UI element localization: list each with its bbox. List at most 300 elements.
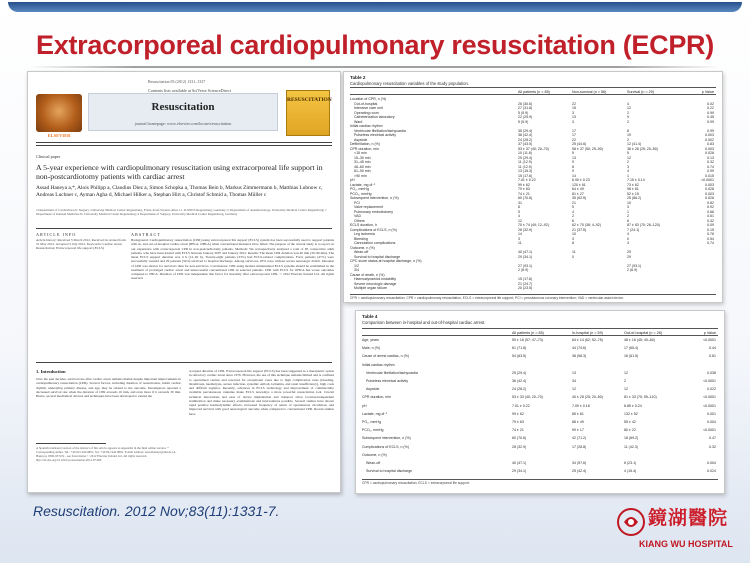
table-cell: 2 <box>572 214 574 218</box>
table-cell: 79 ± 63 <box>518 187 530 191</box>
table-cell: 11 <box>518 241 522 245</box>
table-cell: 3 <box>627 164 629 169</box>
table-cell: 0.22 <box>707 106 714 110</box>
table-cell: 0.74 <box>707 241 714 245</box>
table-cell: 0.003 <box>705 146 714 151</box>
table-cell: 7.15 ± 0.14 <box>627 178 645 182</box>
table-cell: 0.004 <box>707 420 716 424</box>
table-cell: 6.90 ± 0.23 <box>572 178 590 182</box>
table-cell: 6 <box>627 218 629 223</box>
table-cell: 0.003 <box>705 191 714 196</box>
table-cell: Outcome, n (%) <box>350 245 375 250</box>
article-info-heading: ARTICLE INFO <box>36 232 77 237</box>
table-cell: 85 ± 61 <box>572 411 584 416</box>
table-cell: 27 (31.8) <box>518 106 533 110</box>
table-cell: 88 ± 49 <box>572 420 584 424</box>
intro-heading: 1. Introduction <box>36 369 66 374</box>
table-cell: 4 <box>572 209 574 214</box>
table-cell: 15 (17.6) <box>518 277 533 281</box>
table-cell: 19 <box>627 133 631 137</box>
table-cell: 2 <box>627 110 629 115</box>
table-cell: CPR duration, min <box>350 146 379 151</box>
table-cell: 0.15 <box>707 227 714 232</box>
table-cell: 74 ± 21 <box>512 428 524 433</box>
table-cell: Male, n (%) <box>362 346 381 351</box>
info-rule <box>36 228 332 229</box>
abstract-text: Background: Cardiopulmonary resuscitation (CPR) using extracorporeal life support (ECLS) system has been successfully used to support patients with in- and out-of-hospital cardiac arrest (IHCA, OHCA) when conventional measures have failed. The purpose of the current study is to report on our experience with extracorporeal CPR in non-postcardiotomy patients. Methods: We retrospectively analyzed a total of 85 consecutive adult patients, who have been treated with ECLS between January 2007 and January 2012. Results: The mean CPR duration was 40 min (30–90 min). The mean ECLS support duration was 4 h (12–92 h). Twenty-eight patients (33%) had ECLS-related complications. Forty patients (47%) were successfully weaned and 29 patients (34%) survived to hospital discharge. Among survivors, 93% were without severe neurologic deficit. Duration of CPR was shorter for survivors than for non-survivors. Conclusions: CPR using modern miniaturized ECLS systems should be established in the treatment of prolonged cardiac arrest and unsuccessful conventional CPR in selected patients. CPR with ECLS for OHCA has worse outcomes compared to IHCA. Duration of CPR was independent risk factor for mortality after extracorporeal CPR. © 2012 Elsevier Ireland Ltd. All rights reserved. <box>131 238 334 281</box>
table-cell: 0.83 <box>707 142 714 146</box>
hospital-logo <box>608 501 748 561</box>
table-cell: 11 <box>572 250 576 254</box>
table-cell: 29 (34.1) <box>518 254 533 259</box>
table-cell: 0.32 <box>707 160 714 164</box>
table-cell: 3 <box>627 241 629 245</box>
contents-line: Contents lists available at SciVerse ScienceDirect <box>148 88 232 93</box>
table-cell: 13 <box>572 370 576 375</box>
table-cell: 22 <box>572 101 576 106</box>
table-cell: CPC score status at hospital discharge, n (%) <box>350 259 422 263</box>
table-cell: 0.038 <box>707 370 716 375</box>
table-cell: 59 ± 16 (57; 47–73) <box>512 338 543 342</box>
table-cell: 80 ± 22 <box>624 428 636 433</box>
table-cell: 1/2 <box>354 263 359 268</box>
table-cell: 55 ± 42 <box>624 420 636 424</box>
table-cell: 8 <box>572 241 574 245</box>
table-4-header-cell: Out-of-hospital (n = 26) <box>624 331 663 335</box>
table-cell: 11 (42.3) <box>624 444 638 449</box>
article-info: Article history: Received 5 March 2012. Received in revised form 31 May 2012. Accepted 3 July 2012. Keywords: Cardiac arrest; Resuscitation; Extracorporeal life support (ECLS) <box>36 238 126 251</box>
table-cell: 9 <box>627 115 629 119</box>
table-cell: pH <box>362 403 367 408</box>
table-cell: Complications of ECLS, n (%) <box>350 227 397 232</box>
intro-right-column: accepted duration of CPR. Extracorporeal life support (ECLS) has been suggested as a therapeutic option in refractory cardiac arrest since 1976. However, the use of this technique remains limited and is confined to specialized centres and reserved for exceptional cases due to high complication rates (bleeding, thrombosis, haemolysis, severe infection, systemic emboli, ischemia, and renal insufficiency), high costs and difficult logistics. Recently, advances in ECLS technology and improvement of commercially available percutaneous cannulae make ECLS nowadays a more powerful resuscitation tool. Crucial technical innovations and ease of device implantation and transport allow location-independent stabilization and make necessary examinations and interventions possible. Several studies have shown rapid positive haemodynamic effects, increased frequency of return of spontaneous circulation, and improved survival with good neurological outcome when compared to conventional CPR. Recent studies have <box>189 369 334 416</box>
table-cell: 0 <box>572 254 574 259</box>
table-cell: Subsequent intervention, n (%) <box>362 436 411 441</box>
table-cell: Multiple organ failure <box>354 286 387 290</box>
table-cell: 11 (12.9) <box>518 164 532 169</box>
table-cell: 4 (15.4) <box>624 469 637 474</box>
table-cell: Valve replacement <box>354 205 384 209</box>
table-cell: 53 ± 33 (40; 20–70) <box>512 395 543 400</box>
table-cell: 8 <box>518 205 520 209</box>
table-cell: 0.015 <box>705 173 714 178</box>
table-cell: 27 (93.1) <box>627 263 642 268</box>
table-cell: 0.022 <box>707 387 716 392</box>
table-cell: Cause of arrest cardiac, n (%) <box>362 354 410 359</box>
slide-top-bar <box>8 2 742 12</box>
table-cell: >90 min <box>354 173 367 178</box>
table-cell: 21 (24.7) <box>518 281 533 286</box>
table-cell: 42 (71.2) <box>572 436 587 441</box>
table-cell: 10 <box>572 232 576 236</box>
cover-title: RESUSCITATION <box>287 97 332 103</box>
table-cell: 12 <box>572 387 576 392</box>
table-cell: Pulmonary embolectomy <box>354 209 394 214</box>
table-cell: 3 <box>572 236 574 241</box>
table-cell: 10 <box>627 200 631 205</box>
slide-citation: Resuscitation. 2012 Nov;83(11):1331-7. <box>33 503 280 519</box>
table-cell: Asystole <box>366 387 380 392</box>
table-cell: 29 <box>627 254 631 259</box>
table-4-header <box>362 328 718 336</box>
table-cell: Intensive care unit <box>354 106 383 110</box>
table-4-header-cell: In-hospital (n = 59) <box>572 331 603 335</box>
table-cell: 20 (23.5) <box>518 286 533 290</box>
table-cell: 25 (44.6) <box>572 142 587 146</box>
table-cell: 81 ± 33 (70; 55–110) <box>624 395 657 400</box>
table-cell: 0.45 <box>707 115 714 119</box>
table-cell: 13 <box>572 155 576 160</box>
table-cell: 1 <box>627 209 629 214</box>
table-cell: 120 ± 61 <box>572 182 586 187</box>
table-cell: 8 <box>627 128 629 133</box>
table-2-header <box>350 87 716 95</box>
journal-name: Resuscitation <box>151 101 215 113</box>
table-cell: 0.61 <box>707 214 714 218</box>
title-divider <box>30 66 720 68</box>
journal-banner <box>88 93 278 131</box>
table-2-caption: Cardiopulmonary resuscitation variables of the study population. <box>350 81 469 86</box>
table-cell: PCO₂, mmHg <box>362 428 384 433</box>
table-cell: 0.002 <box>705 137 714 142</box>
table-cell: 21 (37.5) <box>572 227 587 232</box>
table-cell: 59 ± 17 <box>572 428 584 433</box>
table-cell: 132 ± 52 <box>624 411 638 416</box>
table-4-header-cell: All patients (n = 85) <box>512 331 544 335</box>
table-cell: 60 (70.6) <box>512 436 527 441</box>
table-cell: 4 <box>627 169 629 173</box>
table-cell: 26 (30.6) <box>518 101 533 106</box>
table-cell: 2 (6.9) <box>627 268 638 272</box>
table-2-footnote: CPR = cardiopulmonary resuscitation; CPR = cardiopulmonary resuscitation; ECLS = extracorporeal life support; PCI = percutaneous coronary intervention; VAD = ventricular assist device. <box>350 294 716 300</box>
table-cell: 29 (34.1) <box>512 469 527 474</box>
journal-homepage: journal homepage: www.elsevier.com/locate/resuscitation <box>134 121 232 126</box>
table-2-header-cell: All patients (n = 85) <box>518 90 550 94</box>
table-4-footnote: CPR = cardiopulmonary resuscitation; ECLS = extracorporeal life support. <box>362 479 718 485</box>
table-cell: 99 ± 62 <box>512 411 524 416</box>
table-cell: Haemodynamics instability <box>354 277 396 281</box>
table-cell: PO₂, mmHg <box>362 420 381 424</box>
table-cell: 99 ± 62 <box>518 182 530 187</box>
table-cell: 0.003 <box>705 182 714 187</box>
table-cell: 0.82 <box>707 200 714 205</box>
table-cell: Ventricular fibrillation/tachycardia <box>354 128 406 133</box>
table-cell: 0.74 <box>707 164 714 169</box>
table-cell: 46–60 min <box>354 164 371 169</box>
table-cell: 31 <box>518 200 522 205</box>
table-cell: Severe neurologic damage <box>354 281 397 286</box>
table-cell: 5 <box>518 209 520 214</box>
table-cell: 2 (6.9) <box>518 268 529 272</box>
table-cell: 40 (47.1) <box>512 461 527 465</box>
abstract-rule <box>36 362 332 363</box>
table-cell: 0.026 <box>705 196 714 200</box>
table-cell: 0.028 <box>705 187 714 191</box>
table-cell: 17 (28.8) <box>572 444 587 449</box>
table-cell: 0.54 <box>707 236 714 241</box>
table-cell: 0.001 <box>707 411 716 416</box>
table-cell: 3 <box>627 205 629 209</box>
table-cell: 2 <box>627 160 629 164</box>
table-cell: 28 (32.9) <box>512 444 527 449</box>
table-cell: 13 (15.3) <box>518 169 533 173</box>
table-cell: <0.0001 <box>701 178 714 182</box>
table-cell: 0.92 <box>707 205 714 209</box>
table-cell: 14 <box>572 173 576 178</box>
table-cell: 5 <box>572 205 574 209</box>
table-cell: 7.01 ± 0.22 <box>518 178 536 182</box>
table-cell: CPR duration, min <box>362 395 391 400</box>
table-cell: 4 <box>627 101 629 106</box>
table-cell: 40 (47.1) <box>518 250 533 254</box>
table-cell: pH <box>350 178 355 182</box>
table-cell: 36 (42.4) <box>512 379 527 383</box>
table-cell: 0.32 <box>707 218 714 223</box>
table-cell: 54 (63.5) <box>512 354 527 359</box>
table-cell: 24 (28.2) <box>512 387 527 392</box>
table-cell: Lactate, mg dl⁻¹ <box>362 411 388 416</box>
table-cell: 64 ± 14 (62; 52–75) <box>572 338 603 342</box>
table-cell: Ventricular fibrillation/tachycardia <box>366 370 418 375</box>
table-cell: Operating room <box>354 110 379 115</box>
table-cell: 0.99 <box>707 128 714 133</box>
table-2-panel <box>343 71 723 303</box>
table-cell: <0.0001 <box>703 428 716 433</box>
table-cell: 44 (74.6) <box>572 346 587 351</box>
table-cell: 7 (24.1) <box>627 227 640 232</box>
table-cell: 15 <box>572 106 576 110</box>
table-4-caption: Comparison between in-hospital and out-of-hospital cardiac arrest. <box>362 320 486 325</box>
table-cell: 6 <box>572 218 574 223</box>
table-cell: 9 <box>572 160 574 164</box>
table-cell: <0.0001 <box>703 395 716 400</box>
table-cell: 0.44 <box>709 346 716 351</box>
table-cell: 62 ± 70 (38; 4–92) <box>572 223 601 227</box>
table-cell: 0.13 <box>707 155 714 160</box>
table-cell: 22 <box>572 137 576 142</box>
paper-title: A 5-year experience with cardiopulmonary resuscitation using extracorporeal life support in non-postcardiotomy patients with cardiac arrest <box>36 163 323 182</box>
table-cell: 17 <box>572 133 576 137</box>
table-cell: 12 <box>518 218 522 223</box>
table-cell: 2 <box>627 119 629 124</box>
table-cell: 12 <box>627 106 631 110</box>
table-cell: 10 (11.8) <box>518 151 532 155</box>
abstract-heading: ABSTRACT <box>131 232 161 237</box>
table-cell: Survival to hospital discharge <box>366 469 413 474</box>
table-cell: 40 ± 28 (25; 20–50) <box>572 395 603 400</box>
table-cell: Subsequent intervention, n (%) <box>350 196 399 200</box>
table-cell: Out-of-hospital <box>354 101 378 106</box>
table-cell: 0.09 <box>707 223 714 227</box>
table-cell: 52 ± 15 <box>627 191 639 196</box>
table-cell: 25 (42.4) <box>572 469 587 474</box>
table-cell: 0.004 <box>707 461 716 465</box>
table-cell: 14 <box>518 232 522 236</box>
table-cell: 12 <box>624 370 628 375</box>
table-cell: 73 ± 62 <box>627 182 639 187</box>
table-cell: 74 ± 21 <box>518 191 530 196</box>
table-cell: PO₂, mmHg <box>350 187 369 191</box>
paper-affiliations: a Department of Cardiothoracic Surgery, University Medical Center Regensburg, Franz-Josef-Strauss-Allee 11, D-93053 Regensburg, Germany; b Department of Anesthesiology, University Medical Center Regensburg; c Department of Internal Medicine II, University Medical Center Regensburg; d Department of Surgery, University Medical Center Regensburg, Germany <box>36 208 327 217</box>
table-cell: Pulseless electrical activity <box>366 379 408 383</box>
table-cell: 8 <box>572 164 574 169</box>
table-cell: 24 (28.2) <box>518 137 533 142</box>
paper-running-citation: Resuscitation 83 (2012) 1331–1337 <box>148 79 206 84</box>
table-cell: Pulseless electrical activity <box>354 133 396 137</box>
table-cell: 2 <box>627 137 629 142</box>
table-cell: 4 <box>518 214 520 218</box>
header-rule <box>36 142 332 143</box>
table-cell: 70 ± 74 (49; 12–92) <box>518 223 549 227</box>
table-2-header-cell: p Value <box>701 90 714 94</box>
table-cell: Asystole <box>354 137 368 142</box>
table-cell: <0.0001 <box>703 379 716 383</box>
hospital-name-english: KIANG WU HOSPITAL <box>639 539 733 549</box>
table-cell: 7.01 ± 0.22 <box>512 403 530 408</box>
hospital-emblem-icon <box>616 507 646 537</box>
table-cell: 61–90 min <box>354 169 371 173</box>
table-cell: Ward <box>354 119 363 124</box>
table-cell: Lactate, mg dl⁻¹ <box>350 182 376 187</box>
table-cell: Leg ischemia <box>354 232 375 236</box>
table-cell: 31–45 min <box>354 160 371 164</box>
table-cell: 0.003 <box>705 133 714 137</box>
header-rule-thin <box>36 145 332 146</box>
paper-authors: Assad Haneya a,*, Alois Philipp a, Claudius Diez a, Simon Schopka a, Thomas Bein b, Markus Zimmermann b, Matthias Lubnow c, Andreas Luchner c, Ayman Agha d, Michael Hilker a, Stephan Hirt a, Christof Schmid a, Thomas Müller c <box>36 185 323 198</box>
table-cell: 79 ± 63 <box>512 420 524 424</box>
table-cell: 36 (42.4) <box>518 133 533 137</box>
table-cell: 64 ± 49 <box>572 187 584 191</box>
table-cell: 2 <box>624 379 626 383</box>
table-cell: 60 (70.6) <box>518 196 533 200</box>
table-cell: 16 (61.5) <box>624 354 639 359</box>
table-cell: 18 (69.2) <box>624 436 639 441</box>
table-cell: <15 min <box>354 151 367 155</box>
section-label: Clinical paper <box>36 154 61 159</box>
table-cell: 5 <box>572 151 574 155</box>
table-cell: Age, years <box>362 338 379 342</box>
paper-first-page <box>27 71 341 493</box>
table-cell: Catheterization laboratory <box>354 115 395 119</box>
table-cell: Others <box>354 218 365 223</box>
table-cell: 35 (29.4) <box>518 128 533 133</box>
table-cell: 0.47 <box>709 436 716 441</box>
table-cell: 5 (5.9) <box>518 119 529 124</box>
publisher-name: ELSEVIER <box>47 133 71 138</box>
table-cell: 12 <box>624 387 628 392</box>
hospital-name-chinese: 鏡湖醫院 <box>648 507 729 529</box>
table-cell: 53 ± 37 (40; 20–70) <box>518 146 549 151</box>
table-cell: 37 (43.5) <box>518 142 533 146</box>
journal-cover-thumbnail <box>286 90 330 136</box>
table-cell: 48 ± 16 (45; 40–60) <box>624 338 655 342</box>
table-cell: Initial cardiac rhythm <box>350 124 383 128</box>
table-cell: Outcome, n (%) <box>362 452 387 457</box>
table-cell: 0.026 <box>705 151 714 155</box>
table-cell: 34 (57.6) <box>572 461 587 465</box>
table-cell: 5 (5.9) <box>518 110 529 115</box>
table-cell: 3/4 <box>354 268 359 272</box>
table-cell: 34 <box>572 379 576 383</box>
table-cell: 6.85 ± 0.24 <box>624 403 642 408</box>
table-cell: 17 <box>572 128 576 133</box>
table-cell: Complications of ECLS, n (%) <box>362 444 409 449</box>
table-cell: Initial cardiac rhythm <box>362 362 395 367</box>
table-cell: ECLS duration, h <box>350 223 378 227</box>
table-cell: PCO₂, mmHg <box>350 191 372 196</box>
table-cell: 81 ± 27 <box>572 191 584 196</box>
table-4-header-cell: p Value <box>703 331 716 335</box>
table-cell: 28 (32.9) <box>518 227 533 232</box>
table-cell: 0.99 <box>707 169 714 173</box>
table-cell: 0.66 <box>707 209 714 214</box>
intro-left-column: Over the past decades, survival rate after cardiac arrest remains dismal despite important improvements in cardiopulmonary resuscitation (CPR). Several factors, including duration of resuscitation, initial cardiac rhythm, underlying primary disease, and age, may be related to the outcome. Investigators reported a decreased survival rate when the duration of CPR exceeds 10 min, and even more if it exceeds 30 min. Hence, several mechanical devices and techniques have been developed to extend the <box>36 377 181 398</box>
table-cell: 2 <box>627 214 629 218</box>
table-2-header-cell: Non-survival (n = 56) <box>572 90 607 94</box>
table-cell: Cause of death, n (%) <box>350 272 385 277</box>
table-cell: 21 <box>572 200 576 205</box>
table-cell: 0.02 <box>707 101 714 106</box>
table-cell: 22 (25.9) <box>518 115 533 119</box>
table-cell: Wean-off <box>354 250 369 254</box>
table-cell: 3 <box>518 236 520 241</box>
table-cell: 15 (17.6) <box>518 173 533 178</box>
table-cell: 25 (29.4) <box>512 370 527 375</box>
table-cell: Bleeding <box>354 236 368 241</box>
table-cell: 35 (62.5) <box>572 196 587 200</box>
table-cell: 12 (41.4) <box>627 142 642 146</box>
table-cell: 0 <box>627 236 629 241</box>
table-cell: Cannulation complications <box>354 241 396 245</box>
table-cell: 9 <box>572 169 574 173</box>
table-cell: 3 <box>572 119 574 124</box>
table-cell: 38 (58.3) <box>572 354 587 359</box>
table-cell: 58 ± 37 (50; 25–90) <box>572 146 603 151</box>
table-cell: 25 (29.4) <box>518 155 533 160</box>
table-cell: <0.0001 <box>703 338 716 342</box>
table-cell: 12 <box>627 155 631 160</box>
table-2-header-cell: Survival (n = 29) <box>627 90 654 94</box>
table-cell: Survival to hospital discharge <box>354 254 401 259</box>
table-cell: Location of CPR, n (%) <box>350 97 387 101</box>
table-cell: 87 ± 83 (70; 26–120) <box>627 223 660 227</box>
table-2-label: Table 2 <box>350 75 366 80</box>
table-cell: PCI <box>354 200 360 205</box>
table-cell: 98 ± 81 <box>627 187 639 191</box>
table-cell: 36 ± 26 (25; 20–50) <box>627 146 658 151</box>
table-cell: 27 (93.1) <box>518 263 533 268</box>
table-cell: 3 <box>572 110 574 115</box>
paper-footnotes: A Spanish translated version of the abstract of this article appears as Appendix in the final online version. * Corresponding author. Tel.: +49 941 944 9801; fax: +49 941 944 9802. E-mail address: assad.haneya@ukr.de (A. Haneya). 0300-9572/$ – see front matter © 2012 Elsevier Ireland Ltd. All rights reserved. http://dx.doi.org/10.1016/j.resuscitation.2012.07.009 <box>36 446 177 462</box>
elsevier-tree-logo <box>36 94 82 132</box>
table-cell: 1 <box>627 173 629 178</box>
table-cell: 13 <box>572 115 576 119</box>
table-cell: 29 <box>627 250 631 254</box>
table-4-panel <box>355 310 725 494</box>
table-cell: 61 (71.8) <box>512 346 527 351</box>
table-cell: <0.0001 <box>703 403 716 408</box>
table-cell: 0.32 <box>709 444 716 449</box>
slide-title: Extracorporeal cardiopulmonary resuscitation (ECPR) <box>36 30 714 60</box>
footnote-rule <box>36 443 106 444</box>
table-cell: 0.81 <box>709 354 716 359</box>
table-cell: 4 <box>627 232 629 236</box>
table-cell: 25 (86.2) <box>627 196 642 200</box>
table-cell: 0.76 <box>707 232 714 236</box>
table-cell: 0.024 <box>707 469 716 474</box>
table-cell: 0.99 <box>707 110 714 115</box>
table-cell: 6 (23.1) <box>624 461 637 465</box>
